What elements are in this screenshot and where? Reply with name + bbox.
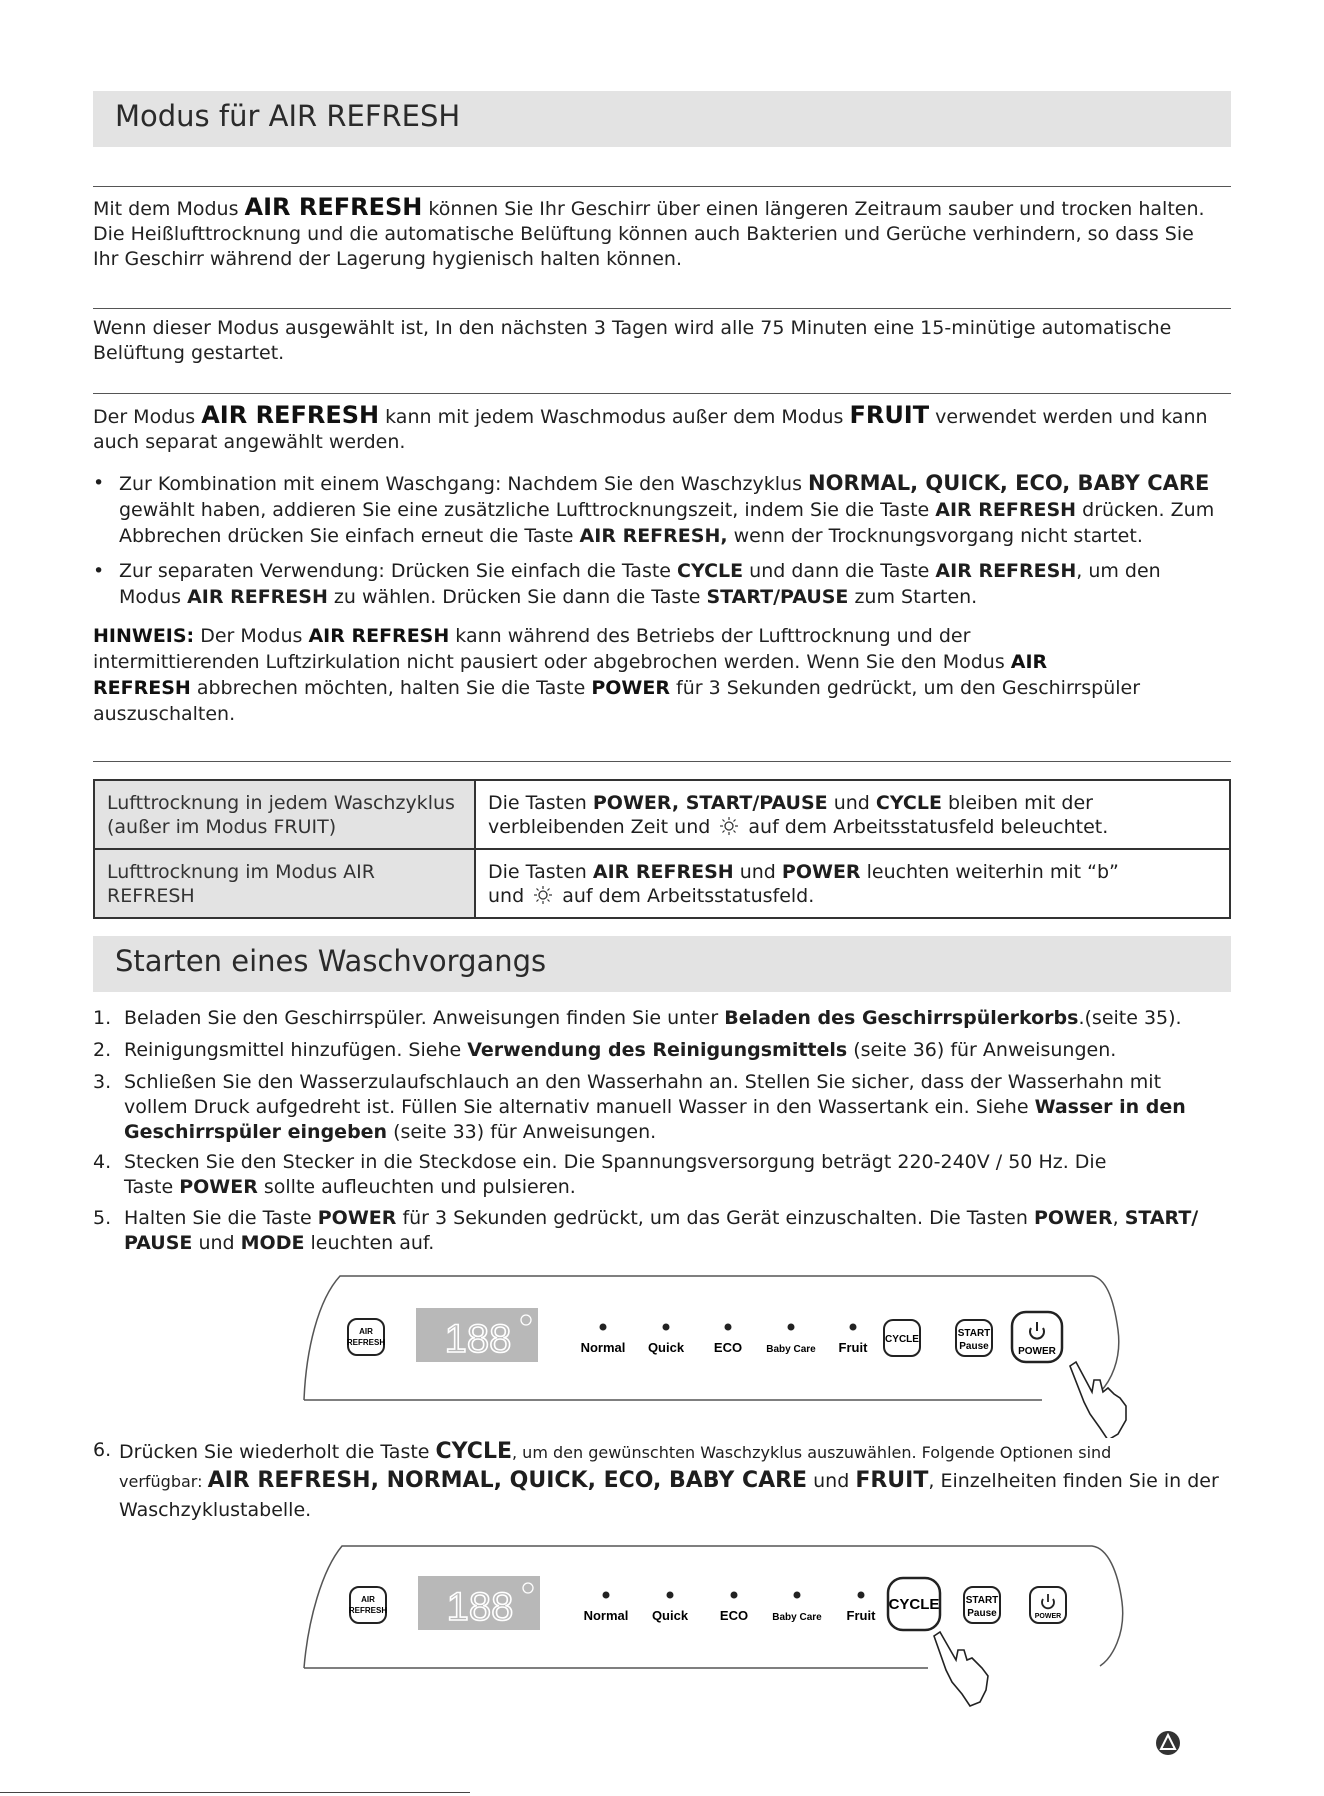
mode-label: Fruit bbox=[846, 1608, 876, 1623]
status-display bbox=[416, 1308, 538, 1362]
svg-text:REFRESH: REFRESH bbox=[348, 1606, 388, 1615]
status-display bbox=[418, 1576, 540, 1630]
table-cell-description: Die Tasten AIR REFRESH und POWER leuchten weiterhin mit “b” und auf dem Arbeitsstatusfeld. bbox=[475, 849, 1230, 918]
svg-text:POWER: POWER bbox=[1018, 1346, 1056, 1357]
power-button[interactable] bbox=[1012, 1312, 1062, 1362]
section-banner bbox=[93, 936, 1231, 992]
mode-label: ECO bbox=[713, 1340, 743, 1355]
table-cell-label: Lufttrocknung in jedem Waschzyklus (außer im Modus FRUIT) bbox=[94, 780, 475, 849]
svg-text:POWER: POWER bbox=[1034, 1613, 1062, 1620]
svg-text:188: 188 bbox=[444, 1317, 512, 1361]
sun-icon bbox=[530, 885, 556, 905]
svg-text:Pause: Pause bbox=[967, 1608, 997, 1619]
section-banner bbox=[93, 91, 1231, 147]
divider bbox=[93, 186, 1231, 187]
paragraph-combination: Der Modus AIR REFRESH kann mit jedem Waschmodus außer dem Modus FRUIT verwendet werden und kann auch separat angewählt werden. bbox=[93, 401, 1208, 453]
section-title: Starten eines Waschvorgangs bbox=[115, 944, 547, 978]
paragraph-ventilation: Wenn dieser Modus ausgewählt ist, In den nächsten 3 Tagen wird alle 75 Minuten eine 15-minütige automatische Belüftung gestartet. bbox=[93, 317, 1172, 364]
svg-text:CYCLE: CYCLE bbox=[885, 1334, 919, 1345]
cycle-button[interactable] bbox=[888, 1578, 940, 1630]
mode-label: Fruit bbox=[838, 1340, 868, 1355]
svg-text:REFRESH: REFRESH bbox=[346, 1338, 386, 1347]
divider bbox=[93, 393, 1231, 394]
start-pause-button[interactable] bbox=[964, 1587, 1000, 1623]
note-paragraph: HINWEIS: Der Modus AIR REFRESH kann während des Betriebs der Lufttrocknung und der intermittierenden Luftzirkulation nicht pausiert oder abgebrochen werden. Wenn Sie den Modus AIR REFRESH abbrechen möchten, halten Sie die Taste POWER für 3 Sekunden gedrückt, um den Geschirrspüler auszuschalten. bbox=[93, 625, 1141, 725]
mode-label: Quick bbox=[647, 1340, 685, 1355]
mode-label: Baby Care bbox=[772, 1612, 822, 1623]
paragraph-intro: Mit dem Modus AIR REFRESH können Sie Ihr Geschirr über einen längeren Zeitraum sauber und trocken halten. Die Heißlufttrocknung und die automatische Belüftung können auch Bakterien und Gerüche verhindern, so dass Sie Ihr Geschirr während der Lagerung hygienisch halten können. bbox=[93, 193, 1205, 270]
sun-icon bbox=[716, 816, 742, 836]
svg-text:188: 188 bbox=[446, 1585, 514, 1629]
mode-label: ECO bbox=[719, 1608, 749, 1623]
svg-text:START: START bbox=[965, 1595, 999, 1606]
pointing-hand-icon bbox=[1070, 1362, 1126, 1438]
mode-label: Quick bbox=[651, 1608, 689, 1623]
table-cell-description: Die Tasten POWER, START/PAUSE und CYCLE bleiben mit der verbleibenden Zeit und auf dem Arbeitsstatusfeld beleuchtet. bbox=[475, 780, 1230, 849]
table-row bbox=[94, 780, 1230, 849]
svg-text:AIR: AIR bbox=[359, 1327, 373, 1336]
mode-label: Normal bbox=[580, 1340, 626, 1355]
svg-text:AIR: AIR bbox=[361, 1595, 375, 1604]
power-button[interactable] bbox=[1030, 1587, 1066, 1623]
svg-text:Pause: Pause bbox=[959, 1341, 989, 1352]
cycle-button[interactable] bbox=[884, 1320, 920, 1356]
mode-indicators bbox=[584, 1592, 877, 1624]
mode-label: Baby Care bbox=[766, 1344, 816, 1355]
start-pause-button[interactable] bbox=[956, 1320, 992, 1356]
divider bbox=[93, 761, 1231, 762]
section-title: Modus für AIR REFRESH bbox=[115, 99, 461, 133]
table-cell-label: Lufttrocknung im Modus AIR REFRESH bbox=[94, 849, 475, 918]
svg-text:START: START bbox=[957, 1328, 991, 1339]
air-refresh-button[interactable] bbox=[347, 1319, 385, 1355]
pointing-hand-icon bbox=[934, 1632, 988, 1706]
mode-label: Normal bbox=[583, 1608, 629, 1623]
svg-text:CYCLE: CYCLE bbox=[888, 1596, 940, 1613]
brand-logo-icon bbox=[1155, 1730, 1181, 1756]
mode-indicators bbox=[581, 1324, 869, 1356]
control-panel-power bbox=[300, 1270, 1160, 1438]
footer-rule bbox=[0, 1792, 470, 1793]
control-panel-cycle bbox=[300, 1540, 1160, 1710]
table-row bbox=[94, 849, 1230, 918]
divider bbox=[93, 308, 1231, 309]
status-table bbox=[93, 779, 1231, 919]
air-refresh-button[interactable] bbox=[349, 1587, 387, 1623]
